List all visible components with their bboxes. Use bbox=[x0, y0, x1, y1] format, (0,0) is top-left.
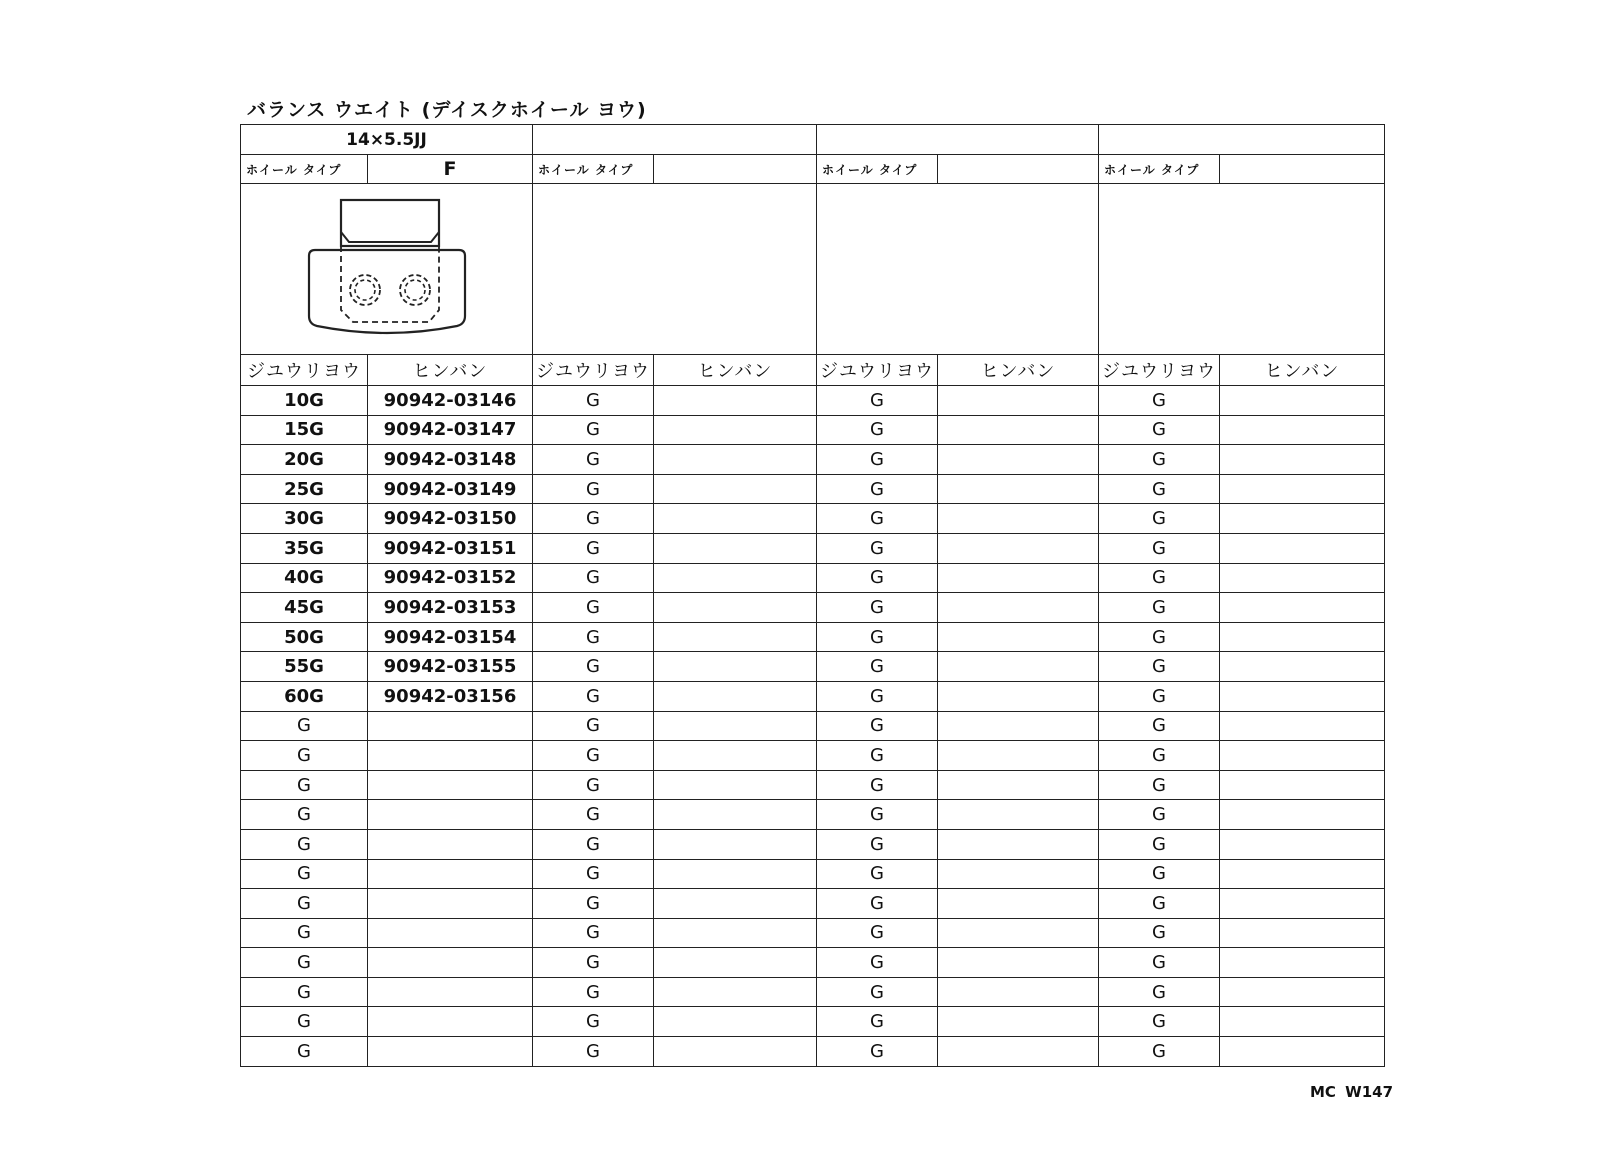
part-number-cell bbox=[1220, 474, 1385, 504]
table-row bbox=[241, 741, 1385, 771]
table-row bbox=[241, 889, 1385, 919]
size-header-row bbox=[241, 125, 1385, 155]
weight-cell: G bbox=[533, 948, 654, 978]
part-number-cell: 90942-03151 bbox=[368, 533, 533, 563]
part-number-cell bbox=[938, 741, 1099, 771]
weight-cell: G bbox=[241, 918, 368, 948]
weight-cell: 35G bbox=[241, 533, 368, 563]
weight-cell: G bbox=[1099, 829, 1220, 859]
part-number-cell bbox=[654, 1037, 817, 1067]
weight-cell: G bbox=[817, 681, 938, 711]
table-row bbox=[241, 770, 1385, 800]
weight-cell: G bbox=[1099, 504, 1220, 534]
part-number-cell bbox=[654, 800, 817, 830]
table-row bbox=[241, 829, 1385, 859]
table-row bbox=[241, 681, 1385, 711]
weight-cell: G bbox=[817, 652, 938, 682]
part-number-cell bbox=[654, 474, 817, 504]
weight-cell: 20G bbox=[241, 445, 368, 475]
weight-cell: G bbox=[817, 741, 938, 771]
balance-weight-table bbox=[240, 124, 1385, 1067]
part-number-cell bbox=[654, 977, 817, 1007]
table-row bbox=[241, 593, 1385, 623]
weight-cell: G bbox=[817, 918, 938, 948]
weight-cell: G bbox=[817, 415, 938, 445]
part-number-cell: 90942-03150 bbox=[368, 504, 533, 534]
weight-cell: G bbox=[1099, 889, 1220, 919]
table-row bbox=[241, 652, 1385, 682]
part-number-cell bbox=[1220, 563, 1385, 593]
wheel-type-value-4 bbox=[1220, 155, 1385, 184]
weight-cell: G bbox=[817, 504, 938, 534]
part-number-header-2: ヒンバン bbox=[654, 355, 817, 386]
weight-cell: G bbox=[1099, 415, 1220, 445]
weight-cell: G bbox=[533, 652, 654, 682]
weight-cell: G bbox=[533, 386, 654, 416]
part-number-cell bbox=[938, 889, 1099, 919]
part-number-cell bbox=[654, 533, 817, 563]
part-number-cell bbox=[368, 770, 533, 800]
weight-cell: G bbox=[1099, 770, 1220, 800]
weight-cell: G bbox=[533, 977, 654, 1007]
weight-cell: G bbox=[1099, 1037, 1220, 1067]
table-row bbox=[241, 1037, 1385, 1067]
weight-cell: G bbox=[817, 948, 938, 978]
part-number-cell bbox=[1220, 829, 1385, 859]
part-number-cell bbox=[368, 859, 533, 889]
part-number-cell bbox=[1220, 504, 1385, 534]
weight-cell: G bbox=[1099, 563, 1220, 593]
weight-cell: G bbox=[533, 593, 654, 623]
part-number-cell bbox=[654, 859, 817, 889]
part-number-cell bbox=[654, 741, 817, 771]
part-number-cell bbox=[368, 977, 533, 1007]
table-row bbox=[241, 622, 1385, 652]
part-number-cell bbox=[938, 622, 1099, 652]
weight-cell: G bbox=[241, 770, 368, 800]
weight-cell: G bbox=[533, 1037, 654, 1067]
part-number-cell bbox=[938, 918, 1099, 948]
part-number-cell bbox=[938, 681, 1099, 711]
part-number-cell bbox=[1220, 593, 1385, 623]
weight-cell: G bbox=[241, 829, 368, 859]
weight-cell: G bbox=[817, 800, 938, 830]
weight-cell: G bbox=[817, 889, 938, 919]
part-number-cell bbox=[938, 533, 1099, 563]
part-number-cell bbox=[654, 445, 817, 475]
part-number-cell bbox=[1220, 741, 1385, 771]
weight-cell: G bbox=[1099, 681, 1220, 711]
wheel-size-cell-4 bbox=[1099, 125, 1385, 155]
part-number-cell bbox=[654, 563, 817, 593]
part-number-cell: 90942-03149 bbox=[368, 474, 533, 504]
weight-cell: G bbox=[817, 1037, 938, 1067]
weight-cell: 55G bbox=[241, 652, 368, 682]
part-number-cell bbox=[1220, 681, 1385, 711]
part-number-cell bbox=[1220, 918, 1385, 948]
part-number-cell bbox=[654, 504, 817, 534]
weight-cell: G bbox=[817, 593, 938, 623]
part-number-cell: 90942-03154 bbox=[368, 622, 533, 652]
weight-cell: G bbox=[1099, 859, 1220, 889]
part-number-header-4: ヒンバン bbox=[1220, 355, 1385, 386]
table-row bbox=[241, 948, 1385, 978]
part-number-cell: 90942-03152 bbox=[368, 563, 533, 593]
part-number-cell bbox=[1220, 622, 1385, 652]
weight-cell: 15G bbox=[241, 415, 368, 445]
part-number-cell bbox=[1220, 711, 1385, 741]
part-number-cell bbox=[368, 1037, 533, 1067]
weight-cell: G bbox=[533, 770, 654, 800]
weight-cell: G bbox=[533, 859, 654, 889]
part-number-cell: 90942-03156 bbox=[368, 681, 533, 711]
part-number-cell bbox=[654, 829, 817, 859]
table-row bbox=[241, 711, 1385, 741]
weight-cell: 10G bbox=[241, 386, 368, 416]
weight-cell: G bbox=[533, 889, 654, 919]
weight-cell: G bbox=[533, 445, 654, 475]
weight-cell: G bbox=[241, 889, 368, 919]
weight-cell: G bbox=[1099, 800, 1220, 830]
part-number-cell bbox=[938, 770, 1099, 800]
weight-cell: 50G bbox=[241, 622, 368, 652]
weight-cell: G bbox=[533, 800, 654, 830]
part-number-cell bbox=[938, 593, 1099, 623]
weight-cell: G bbox=[817, 622, 938, 652]
wheel-size-cell-2 bbox=[533, 125, 817, 155]
weight-cell: G bbox=[1099, 445, 1220, 475]
part-number-cell bbox=[1220, 800, 1385, 830]
wheel-type-label-3: ホイール タイプ bbox=[817, 155, 938, 184]
weight-cell: G bbox=[1099, 918, 1220, 948]
weight-cell: G bbox=[817, 829, 938, 859]
weight-cell: G bbox=[241, 711, 368, 741]
part-number-cell bbox=[654, 593, 817, 623]
weight-cell: G bbox=[817, 533, 938, 563]
part-number-cell bbox=[368, 711, 533, 741]
table-row bbox=[241, 1007, 1385, 1037]
part-number-cell: 90942-03155 bbox=[368, 652, 533, 682]
part-number-cell bbox=[938, 829, 1099, 859]
weight-cell: G bbox=[1099, 711, 1220, 741]
weight-cell: G bbox=[533, 504, 654, 534]
weight-illustration-cell-4 bbox=[1099, 184, 1385, 355]
weight-header-4: ジユウリヨウ bbox=[1099, 355, 1220, 386]
weight-cell: G bbox=[533, 829, 654, 859]
weight-cell: G bbox=[533, 681, 654, 711]
weight-illustration-cell-3 bbox=[817, 184, 1099, 355]
part-number-cell bbox=[938, 445, 1099, 475]
weight-cell: G bbox=[241, 859, 368, 889]
weight-cell: G bbox=[533, 1007, 654, 1037]
weight-cell: G bbox=[533, 474, 654, 504]
part-number-cell bbox=[654, 681, 817, 711]
balance-weight-icon bbox=[297, 194, 477, 344]
weight-cell: G bbox=[533, 918, 654, 948]
column-header-row bbox=[241, 355, 1385, 386]
table-row bbox=[241, 859, 1385, 889]
weight-cell: G bbox=[817, 859, 938, 889]
part-number-cell bbox=[938, 1037, 1099, 1067]
part-number-cell bbox=[368, 918, 533, 948]
part-number-cell bbox=[1220, 1037, 1385, 1067]
weight-cell: G bbox=[817, 386, 938, 416]
wheel-type-label-2: ホイール タイプ bbox=[533, 155, 654, 184]
table-row bbox=[241, 800, 1385, 830]
table-row bbox=[241, 445, 1385, 475]
weight-cell: G bbox=[1099, 1007, 1220, 1037]
table-row bbox=[241, 533, 1385, 563]
wheel-type-label-4: ホイール タイプ bbox=[1099, 155, 1220, 184]
document-title: バランス ウエイト (デイスクホイール ヨウ) bbox=[247, 99, 647, 121]
wheel-size-cell-1: 14×5.5JJ bbox=[241, 125, 533, 155]
weight-illustration-cell-1 bbox=[241, 184, 533, 355]
part-number-cell bbox=[938, 563, 1099, 593]
part-number-cell bbox=[1220, 415, 1385, 445]
part-number-cell bbox=[368, 889, 533, 919]
part-number-cell bbox=[1220, 1007, 1385, 1037]
weight-cell: G bbox=[533, 533, 654, 563]
table-row bbox=[241, 918, 1385, 948]
weight-cell: G bbox=[817, 711, 938, 741]
part-number-cell: 90942-03147 bbox=[368, 415, 533, 445]
weight-cell: G bbox=[241, 1037, 368, 1067]
wheel-size-cell-3 bbox=[817, 125, 1099, 155]
weight-cell: G bbox=[817, 474, 938, 504]
part-number-cell bbox=[654, 948, 817, 978]
part-number-cell bbox=[938, 1007, 1099, 1037]
part-number-cell bbox=[1220, 533, 1385, 563]
table-row bbox=[241, 474, 1385, 504]
part-number-cell bbox=[654, 415, 817, 445]
weight-cell: 40G bbox=[241, 563, 368, 593]
weight-header-2: ジユウリヨウ bbox=[533, 355, 654, 386]
part-number-cell bbox=[1220, 859, 1385, 889]
part-number-cell bbox=[368, 948, 533, 978]
weight-cell: G bbox=[533, 563, 654, 593]
wheel-type-row bbox=[241, 155, 1385, 184]
part-number-cell bbox=[654, 889, 817, 919]
part-number-cell bbox=[368, 800, 533, 830]
part-number-cell bbox=[1220, 948, 1385, 978]
part-number-cell bbox=[938, 711, 1099, 741]
part-number-cell bbox=[1220, 889, 1385, 919]
weight-cell: G bbox=[1099, 948, 1220, 978]
part-number-cell bbox=[938, 800, 1099, 830]
weight-cell: G bbox=[817, 445, 938, 475]
weight-cell: G bbox=[1099, 593, 1220, 623]
illustration-row bbox=[241, 184, 1385, 355]
weight-cell: G bbox=[241, 1007, 368, 1037]
weight-cell: G bbox=[533, 711, 654, 741]
weight-cell: G bbox=[241, 948, 368, 978]
weight-cell: G bbox=[817, 563, 938, 593]
document-code: MC W147 bbox=[1310, 1083, 1394, 1101]
weight-cell: G bbox=[1099, 741, 1220, 771]
weight-cell: G bbox=[1099, 386, 1220, 416]
weight-cell: G bbox=[241, 741, 368, 771]
weight-header-3: ジユウリヨウ bbox=[817, 355, 938, 386]
wheel-type-label-1: ホイール タイプ bbox=[241, 155, 368, 184]
weight-cell: G bbox=[533, 415, 654, 445]
part-number-cell bbox=[654, 386, 817, 416]
weight-cell: G bbox=[241, 800, 368, 830]
weight-cell: G bbox=[241, 977, 368, 1007]
table-row bbox=[241, 504, 1385, 534]
part-number-cell bbox=[654, 918, 817, 948]
part-number-cell bbox=[1220, 770, 1385, 800]
weight-illustration-cell-2 bbox=[533, 184, 817, 355]
part-number-cell bbox=[1220, 652, 1385, 682]
part-number-cell bbox=[654, 770, 817, 800]
part-number-cell bbox=[938, 948, 1099, 978]
weight-cell: G bbox=[1099, 533, 1220, 563]
part-number-cell bbox=[938, 859, 1099, 889]
part-number-cell bbox=[938, 386, 1099, 416]
part-number-cell bbox=[1220, 445, 1385, 475]
weight-cell: G bbox=[817, 977, 938, 1007]
weight-cell: 45G bbox=[241, 593, 368, 623]
weight-cell: 60G bbox=[241, 681, 368, 711]
weight-cell: G bbox=[817, 770, 938, 800]
weight-cell: 25G bbox=[241, 474, 368, 504]
part-number-cell bbox=[938, 415, 1099, 445]
table-row bbox=[241, 977, 1385, 1007]
table-row bbox=[241, 415, 1385, 445]
weight-cell: G bbox=[1099, 977, 1220, 1007]
wheel-type-value-2 bbox=[654, 155, 817, 184]
part-number-cell bbox=[1220, 977, 1385, 1007]
table-row bbox=[241, 386, 1385, 416]
wheel-type-value-3 bbox=[938, 155, 1099, 184]
part-number-cell: 90942-03148 bbox=[368, 445, 533, 475]
wheel-type-value-1: F bbox=[368, 155, 533, 184]
part-number-cell bbox=[368, 1007, 533, 1037]
part-number-cell: 90942-03146 bbox=[368, 386, 533, 416]
part-number-header-1: ヒンバン bbox=[368, 355, 533, 386]
part-number-header-3: ヒンバン bbox=[938, 355, 1099, 386]
weight-cell: G bbox=[1099, 474, 1220, 504]
part-number-cell bbox=[368, 829, 533, 859]
weight-cell: G bbox=[817, 1007, 938, 1037]
part-number-cell bbox=[1220, 386, 1385, 416]
weight-cell: G bbox=[533, 741, 654, 771]
part-number-cell bbox=[654, 652, 817, 682]
weight-cell: G bbox=[533, 622, 654, 652]
part-number-cell: 90942-03153 bbox=[368, 593, 533, 623]
part-number-cell bbox=[654, 622, 817, 652]
part-number-cell bbox=[938, 977, 1099, 1007]
weight-cell: G bbox=[1099, 652, 1220, 682]
part-number-cell bbox=[938, 474, 1099, 504]
part-number-cell bbox=[654, 711, 817, 741]
part-number-cell bbox=[368, 741, 533, 771]
part-number-cell bbox=[654, 1007, 817, 1037]
weight-cell: 30G bbox=[241, 504, 368, 534]
weight-cell: G bbox=[1099, 622, 1220, 652]
part-number-cell bbox=[938, 504, 1099, 534]
table-row bbox=[241, 563, 1385, 593]
weight-header-1: ジユウリヨウ bbox=[241, 355, 368, 386]
part-number-cell bbox=[938, 652, 1099, 682]
